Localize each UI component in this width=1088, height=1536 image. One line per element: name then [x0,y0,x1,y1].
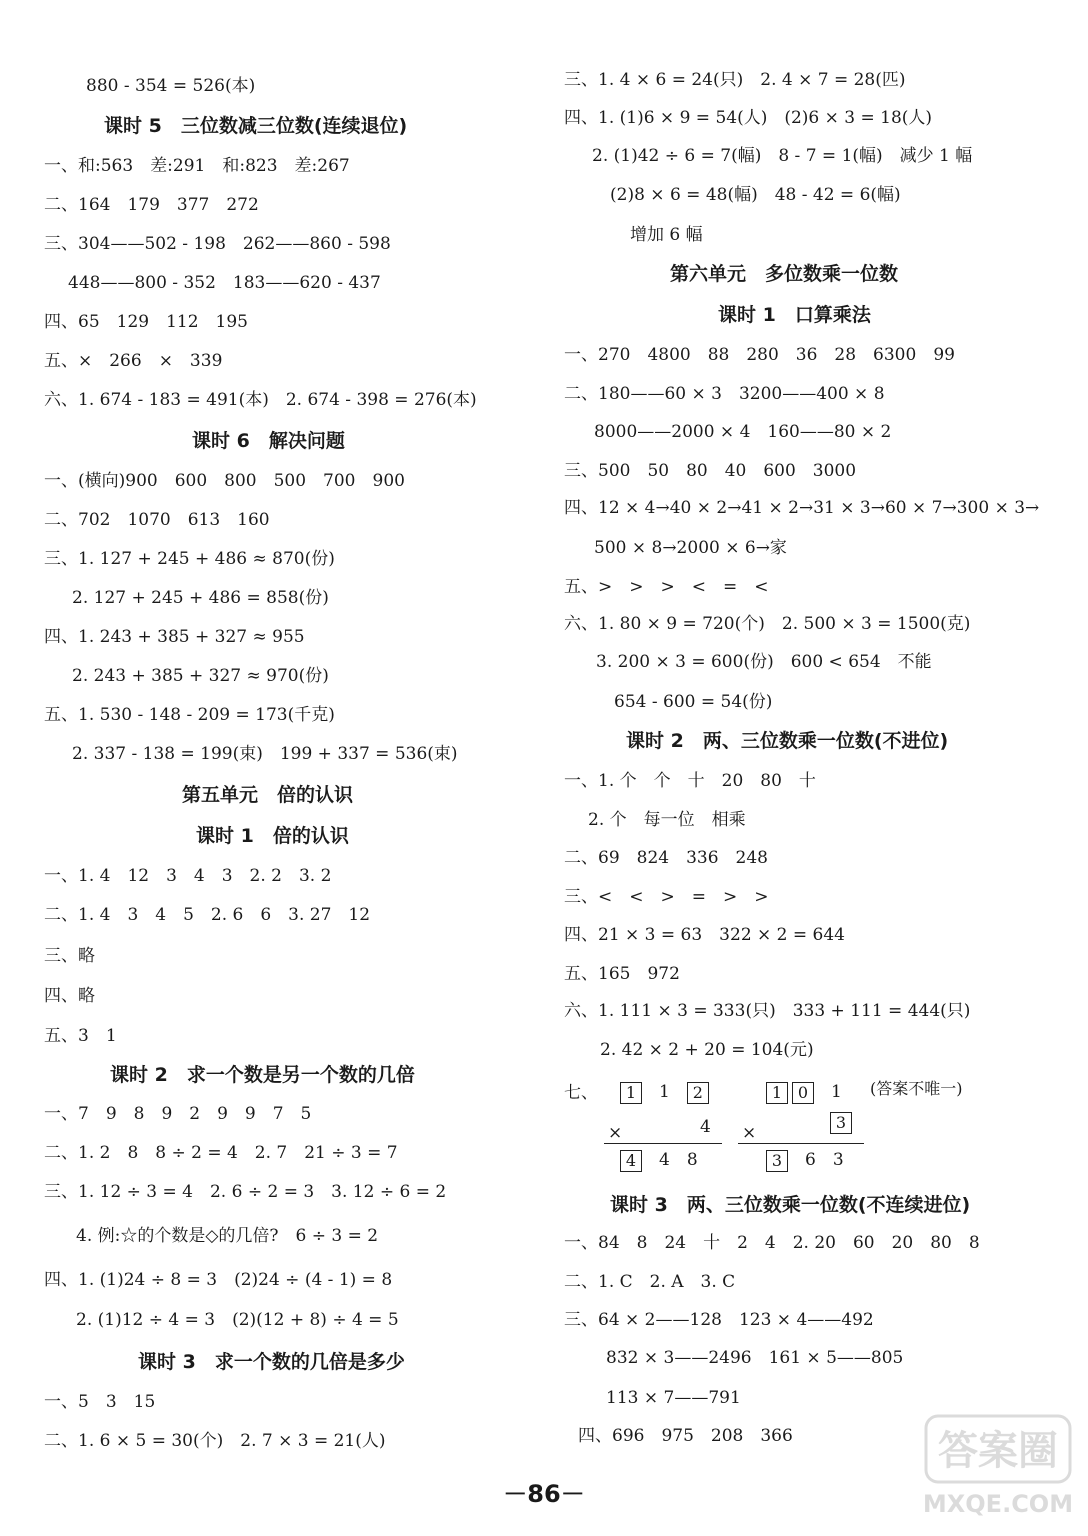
lesson-heading: 课时 1 口算乘法 [718,304,871,326]
answer-line: 六、1. 674 - 183 = 491(本) 2. 674 - 398 = 276(本) [44,390,477,410]
answer-line: 四、65 129 112 195 [44,312,248,332]
answer-line: 8000——2000 × 4 160——80 × 2 [594,422,892,442]
answer-line: 二、180——60 × 3 3200——400 × 8 [564,384,885,404]
digit-box: 0 [792,1082,814,1104]
answer-line: 二、702 1070 613 160 [44,510,270,530]
answer-line: 一、5 3 15 [44,1392,156,1412]
digit-box: 3 [830,1112,852,1134]
answer-line: 2. 337 - 138 = 199(束) 199 + 337 = 536(束) [72,744,458,764]
answer-line: 三、64 × 2——128 123 × 4——492 [564,1310,874,1330]
digit: 6 [805,1150,816,1170]
answer-line: 三、304——502 - 198 262——860 - 598 [44,234,391,254]
answer-line: 五、3 1 [44,1026,117,1046]
result-row-b [766,1149,844,1172]
answer-line: 一、和:563 差:291 和:823 差:267 [44,156,350,176]
answer-line: 四、12 × 4→40 × 2→41 × 2→31 × 3→60 × 7→300 × 3→ [564,498,1040,518]
digit: 1 [659,1082,670,1102]
times-sign: × [742,1123,757,1143]
answer-line: 二、1. 4 3 4 5 2. 6 6 3. 27 12 [44,905,371,925]
answer-line: 三、略 [44,946,95,966]
answer-line: 一、1. 4 12 3 4 3 2. 2 3. 2 [44,866,332,886]
answer-line: 五、> > > < = < [564,577,769,597]
answer-line: 880 - 354 = 526(本) [86,76,256,96]
rule-line [738,1143,864,1144]
digit: 3 [832,1150,844,1170]
answer-line: 二、1. C 2. A 3. C [564,1272,736,1292]
digit: 4 [659,1150,670,1170]
answer-line: 500 × 8→2000 × 6→家 [594,538,787,558]
answer-line: (2)8 × 6 = 48(幅) 48 - 42 = 6(幅) [610,185,901,205]
watermark-logo [922,1412,1074,1522]
lesson-heading: 课时 1 倍的认识 [196,825,349,847]
lesson-heading: 课时 3 两、三位数乘一位数(不连续进位) [610,1194,971,1216]
digit-box: 2 [687,1082,709,1104]
answer-line: 二、1. 2 8 8 ÷ 2 = 4 2. 7 21 ÷ 3 = 7 [44,1143,398,1163]
answer-line: 一、270 4800 88 280 36 28 6300 99 [564,345,955,365]
top-row-b [766,1081,842,1104]
unit-heading: 第六单元 多位数乘一位数 [670,263,899,285]
page-number: －86－ [503,1480,585,1508]
answer-line: 2. 42 × 2 + 20 = 104(元) [600,1040,814,1060]
answer-line: 2. 个 每一位 相乘 [588,810,746,830]
answer-line: 四、1. 243 + 385 + 327 ≈ 955 [44,627,305,647]
answer-line: 2. 243 + 385 + 327 ≈ 970(份) [72,666,329,686]
answer-line: 2. (1)42 ÷ 6 = 7(幅) 8 - 7 = 1(幅) 减少 1 幅 [592,146,973,166]
watermark-text: 答案圈 [938,1428,1058,1474]
watermark-url: MXQE.COM [922,1490,1074,1518]
answer-line: 二、69 824 336 248 [564,848,768,868]
lesson-heading: 课时 6 解决问题 [192,430,345,452]
answer-line: 448——800 - 352 183——620 - 437 [68,273,381,293]
answer-line: 654 - 600 = 54(份) [614,692,773,712]
answer-line: 增加 6 幅 [630,225,703,245]
answer-note: (答案不唯一) [870,1079,963,1098]
answer-line: 三、1. 12 ÷ 3 = 4 2. 6 ÷ 2 = 3 3. 12 ÷ 6 = 2 [44,1182,447,1202]
answer-line: 二、1. 6 × 5 = 30(个) 2. 7 × 3 = 21(人) [44,1431,386,1451]
answer-line: 三、< < > = > > [564,887,769,907]
answer-line: 五、1. 530 - 148 - 209 = 173(千克) [44,705,335,725]
answer-line: 三、500 50 80 40 600 3000 [564,461,857,481]
multiplier: 4 [700,1117,711,1137]
answer-line: 113 × 7——791 [606,1388,741,1408]
lesson-heading: 课时 3 求一个数的几倍是多少 [138,1351,405,1373]
answer-line: 4. 例:☆的个数是◇的几倍? 6 ÷ 3 = 2 [76,1226,379,1246]
result-row-a [620,1149,698,1172]
lesson-heading: 课时 2 两、三位数乘一位数(不进位) [626,730,949,752]
digit-box: 4 [620,1150,642,1172]
answer-line: 一、(横向)900 600 800 500 700 900 [44,471,405,491]
answer-line: 2. (1)12 ÷ 4 = 3 (2)(12 + 8) ÷ 4 = 5 [76,1310,399,1330]
answer-line: 2. 127 + 245 + 486 = 858(份) [72,588,329,608]
rule-line [604,1143,722,1144]
digit-box: 1 [766,1082,788,1104]
lesson-heading: 课时 5 三位数减三位数(连续退位) [104,115,408,137]
multiplier-b [830,1111,852,1134]
digit-box: 3 [766,1150,788,1172]
answer-line: 四、21 × 3 = 63 322 × 2 = 644 [564,925,845,945]
answer-line: 四、1. (1)24 ÷ 8 = 3 (2)24 ÷ (4 - 1) = 8 [44,1270,393,1290]
answer-line: 五、165 972 [564,964,680,984]
answer-line: 832 × 3——2496 161 × 5——805 [606,1348,904,1368]
answer-line: 一、84 8 24 十 2 4 2. 20 60 20 80 8 [564,1233,980,1253]
answer-line: 3. 200 × 3 = 600(份) 600 < 654 不能 [596,652,932,672]
answer-line: 一、1. 个 个 十 20 80 十 [564,771,816,791]
question-label: 七、 [564,1083,598,1103]
digit-box: 1 [620,1082,642,1104]
answer-line: 六、1. 80 × 9 = 720(个) 2. 500 × 3 = 1500(克) [564,614,971,634]
answer-line: 三、1. 127 + 245 + 486 ≈ 870(份) [44,549,335,569]
answer-line: 四、696 975 208 366 [578,1426,793,1446]
answer-line: 四、略 [44,986,95,1006]
digit: 8 [686,1150,698,1170]
digit: 1 [831,1082,842,1102]
answer-line: 三、1. 4 × 6 = 24(只) 2. 4 × 7 = 28(匹) [564,70,906,90]
answer-line: 二、164 179 377 272 [44,195,259,215]
answer-line: 四、1. (1)6 × 9 = 54(人) (2)6 × 3 = 18(人) [564,108,933,128]
lesson-heading: 课时 2 求一个数是另一个数的几倍 [110,1064,415,1086]
answer-line: 五、× 266 × 339 [44,351,223,371]
top-row-a [620,1081,709,1104]
unit-heading: 第五单元 倍的认识 [182,784,354,806]
answer-line: 一、7 9 8 9 2 9 9 7 5 [44,1104,312,1124]
answer-line: 六、1. 111 × 3 = 333(只) 333 + 111 = 444(只) [564,1001,971,1021]
times-sign: × [608,1123,623,1143]
